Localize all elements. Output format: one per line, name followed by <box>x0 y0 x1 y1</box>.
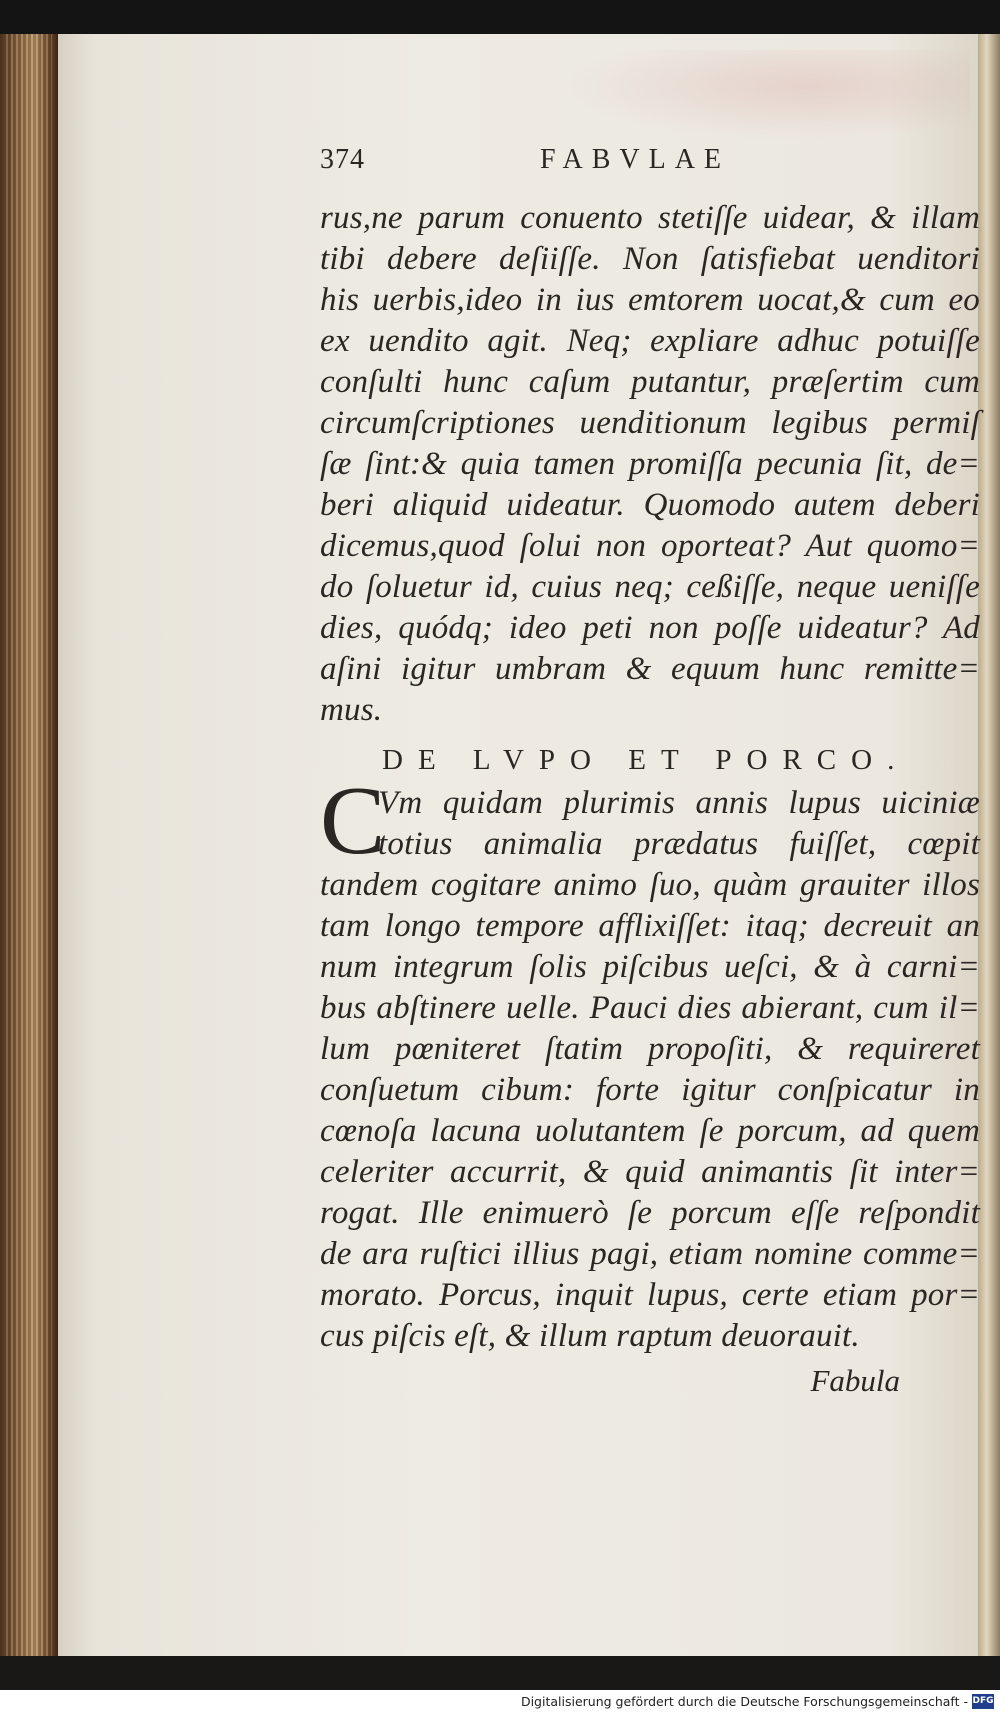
text-line: dicemus,quod ſolui non oporteat? Aut quomo= <box>320 528 980 564</box>
text-line: mus. <box>320 692 383 728</box>
text-line: conſulti hunc caſum putantur, præſertim cum <box>320 364 980 400</box>
text-line: his uerbis,ideo in ius emtorem uocat,& cum eo <box>320 282 980 318</box>
text-line: beri aliquid uideatur. Quomodo autem deberi <box>320 487 980 523</box>
text-line: dies, quódq; ideo peti non poſſe uideatur? Ad <box>320 610 980 646</box>
catchword: Fabula <box>810 1363 900 1398</box>
scan-bottom-border <box>0 1656 1000 1690</box>
paper-stain <box>560 50 970 140</box>
text-line: aſini igitur umbram & equum hunc remitte= <box>320 651 980 687</box>
text-line: tam longo tempore afflixiſſet: itaq; decreuit an <box>320 908 980 944</box>
page-right-edge <box>978 34 1000 1656</box>
funding-credit: Digitalisierung gefördert durch die Deutsche Forschungsgemeinschaft - <box>520 1694 968 1709</box>
text-line: do ſoluetur id, cuius neq; ceßiſſe, neque ueniſſe <box>320 569 980 605</box>
text-line: lum pœniteret ſtatim propoſiti, & requireret <box>320 1031 980 1067</box>
text-line: ex uendito agit. Neq; expliare adhuc potuiſſe <box>320 323 980 359</box>
page-edges-texture <box>6 34 52 1656</box>
text-line: tibi debere deſiiſſe. Non ſatisfiebat uenditori <box>320 241 980 277</box>
fable-heading: DE LVPO ET PORCO. <box>382 744 910 776</box>
text-line: celeriter accurrit, & quid animantis ſit inter= <box>320 1154 980 1190</box>
text-line: totius animalia prædatus fuiſſet, cœpit <box>378 826 980 862</box>
text-line: circumſcriptiones uenditionum legibus permiſ <box>320 405 980 441</box>
text-line: cœnoſa lacuna uolutantem ſe porcum, ad quem <box>320 1113 980 1149</box>
scan-top-border <box>0 0 1000 34</box>
text-line: bus abſtinere uelle. Pauci dies abierant, cum il= <box>320 990 980 1026</box>
fable-text <box>320 767 980 1357</box>
text-line: de ara ruſtici illius pagi, etiam nomine comme= <box>320 1236 980 1272</box>
text-line: Vm quidam plurimis annis lupus uiciniæ <box>378 785 980 821</box>
page-number: 374 <box>320 144 365 175</box>
running-head <box>320 140 980 198</box>
drop-cap-initial: C <box>320 767 386 875</box>
text-line: cus piſcis eſt, & illum raptum deuorauit. <box>320 1318 860 1354</box>
text-line: conſuetum cibum: forte igitur conſpicatur in <box>320 1072 980 1108</box>
text-line: tandem cogitare animo ſuo, quàm grauiter illos <box>320 867 980 903</box>
text-line: rus,ne parum conuento stetiſſe uidear, & illam <box>320 200 980 236</box>
catchword-row <box>320 1357 980 1403</box>
continuation-text <box>320 198 980 731</box>
running-head-title: FABVLAE <box>540 144 731 175</box>
text-line: ſæ ſint:& quia tamen promiſſa pecunia ſit, de= <box>320 446 980 482</box>
text-line: morato. Porcus, inquit lupus, certe etiam por= <box>320 1277 980 1313</box>
text-line: num integrum ſolis piſcibus ueſci, & à carni= <box>320 949 980 985</box>
page-text-block <box>320 140 980 1403</box>
dfg-logo-icon: DFG <box>972 1694 994 1709</box>
text-line: rogat. Ille enimuerò ſe porcum eſſe reſpondit <box>320 1195 980 1231</box>
